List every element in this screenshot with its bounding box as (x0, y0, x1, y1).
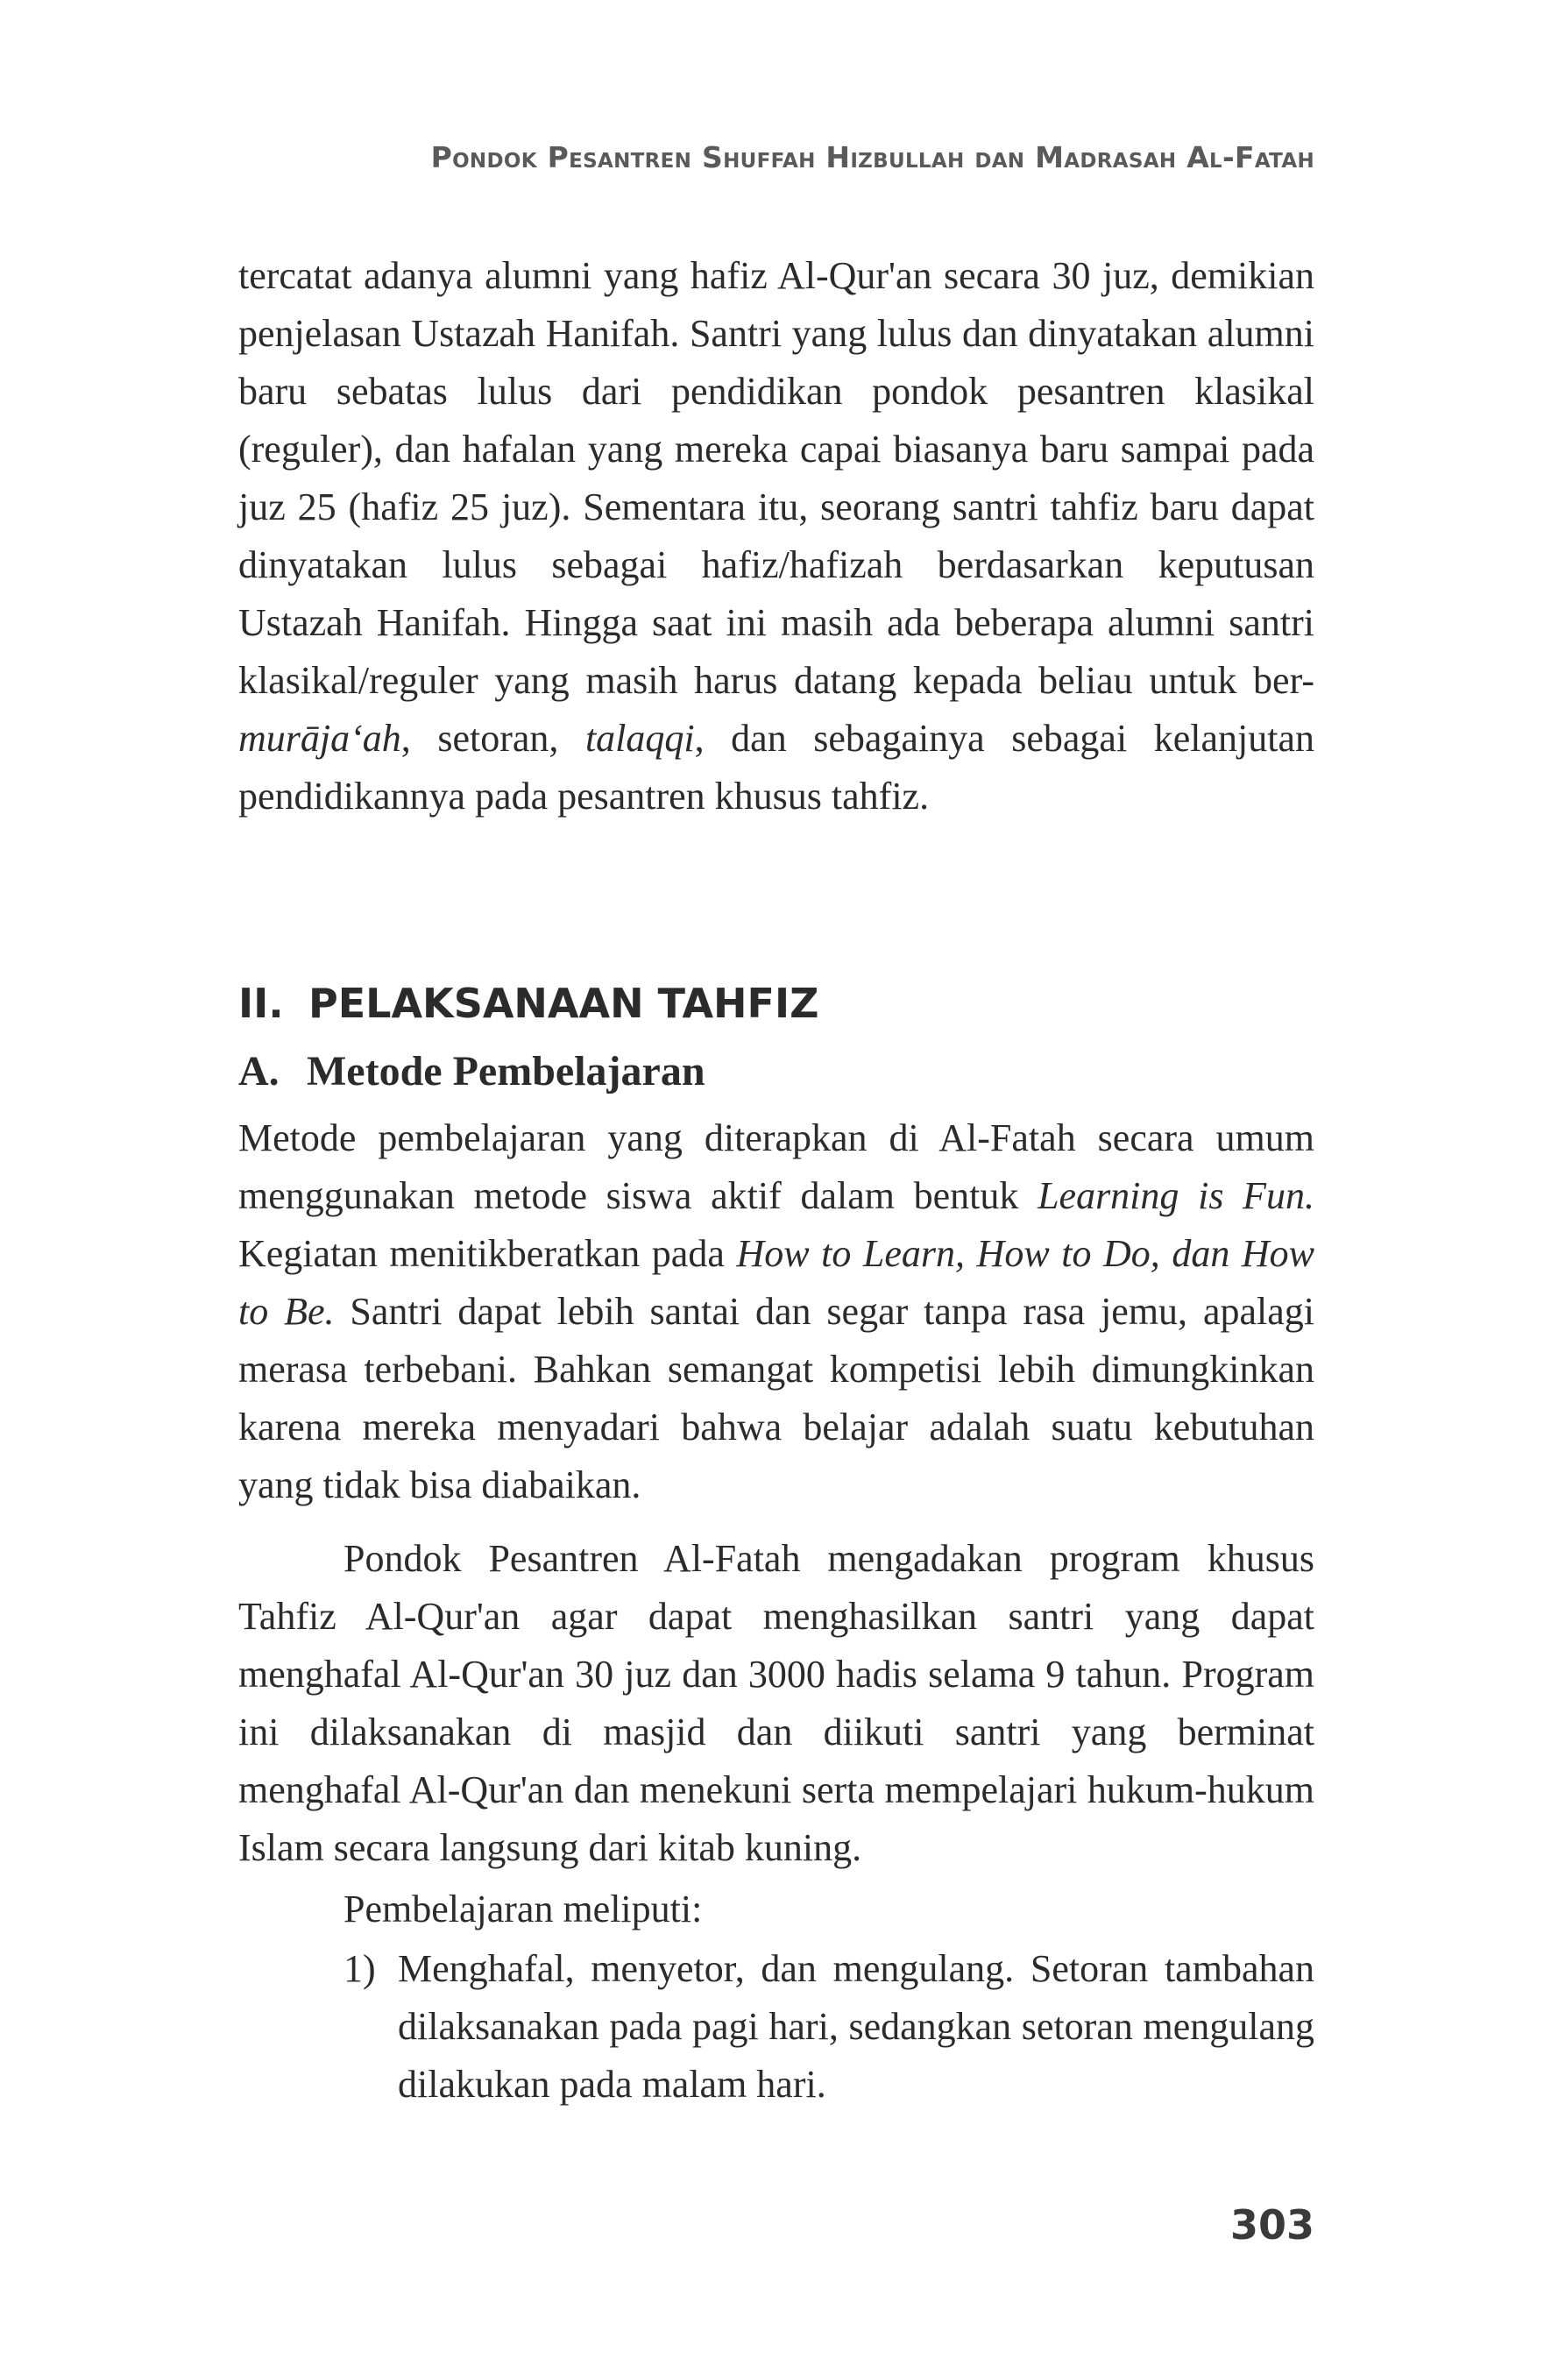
running-head: Pondok Pesantren Shuffah Hizbullah dan Madrasah Al-Fatah (430, 140, 1314, 174)
paragraph-continuation (238, 247, 1314, 825)
paragraph-1-text-b: , setoran, (400, 717, 585, 760)
paragraph-1-text-a: tercatat adanya alumni yang hafiz Al-Qur'an secara 30 juz, demikian penjelasan Ustazah Hanifah. Santri yang lulus dan dinyatakan alumni baru sebatas lulus dari pendidikan pondok pesantren klasikal (reguler), dan hafalan yang mereka capai biasanya baru sampai pada juz 25 (hafiz 25 juz). Sementara itu, seorang santri tahfiz baru dapat dinyatakan lulus sebagai hafiz/hafizah berdasarkan keputusan Ustazah Hanifah. Hingga saat ini masih ada beberapa alumni santri klasikal/reguler yang masih harus datang kepada beliau untuk ber- (238, 254, 1314, 702)
paragraph-program-tahfiz: Pondok Pesantren Al-Fatah mengadakan program khusus Tahfiz Al-Qur'an agar dapat menghasilkan santri yang dapat menghafal Al-Qur'an 30 juz dan 3000 hadis selama 9 tahun. Program ini dilaksanakan di masjid dan diikuti santri yang berminat menghafal Al-Qur'an dan menekuni serta mempelajari hukum-hukum Islam secara langsung dari kitab kuning. (238, 1537, 1314, 1869)
paragraph-1-italic-murajaah: murāja‘ah (238, 717, 401, 760)
list-item-text: Menghafal, menyetor, dan mengulang. Setoran tambahan dilaksanakan pada pagi hari, sedangkan setoran mengulang dilakukan pada malam hari. (398, 1947, 1314, 2106)
paragraph-2-text-a: Metode pembelajaran yang diterapkan di Al-Fatah secara umum menggunakan metode siswa aktif dalam bentuk (238, 1116, 1314, 1217)
subsection-heading (238, 1047, 705, 1095)
paragraph-2-italic-learning-is-fun: Learning is Fun. (1038, 1174, 1314, 1217)
page-number: 303 (1229, 2201, 1314, 2249)
section-heading (238, 980, 818, 1027)
section-number: II. (238, 980, 284, 1027)
paragraph-pembelajaran: Pembelajaran meliputi: (343, 1888, 703, 1930)
paragraph-metode (238, 1109, 1314, 1514)
paragraph-1-text-c: , dan sebagainya sebagai kelanjutan pendidikannya pada pesantren khusus tahfiz. (238, 717, 1314, 818)
paragraph-2-italic-how-to: How to Learn, How to Do, dan How to Be. (238, 1232, 1314, 1333)
list-item (343, 1940, 1314, 2114)
section-title: PELAKSANAAN TAHFIZ (308, 980, 819, 1027)
subsection-title: Metode Pembelajaran (307, 1048, 705, 1094)
learning-list (343, 1940, 1314, 2114)
paragraph-2-text-b: Kegiatan menitikberatkan pada (238, 1232, 737, 1275)
list-item-marker: 1) (343, 1947, 376, 1990)
subsection-number: A. (238, 1048, 280, 1094)
paragraph-2-text-c: Santri dapat lebih santai dan segar tanpa rasa jemu, apalagi merasa terbebani. Bahkan semangat kompetisi lebih dimungkinkan karena mereka menyadari bahwa belajar adalah suatu kebutuhan yang tidak bisa diabaikan. (238, 1290, 1314, 1506)
paragraph-1-italic-talaqqi: talaqqi (584, 717, 695, 760)
